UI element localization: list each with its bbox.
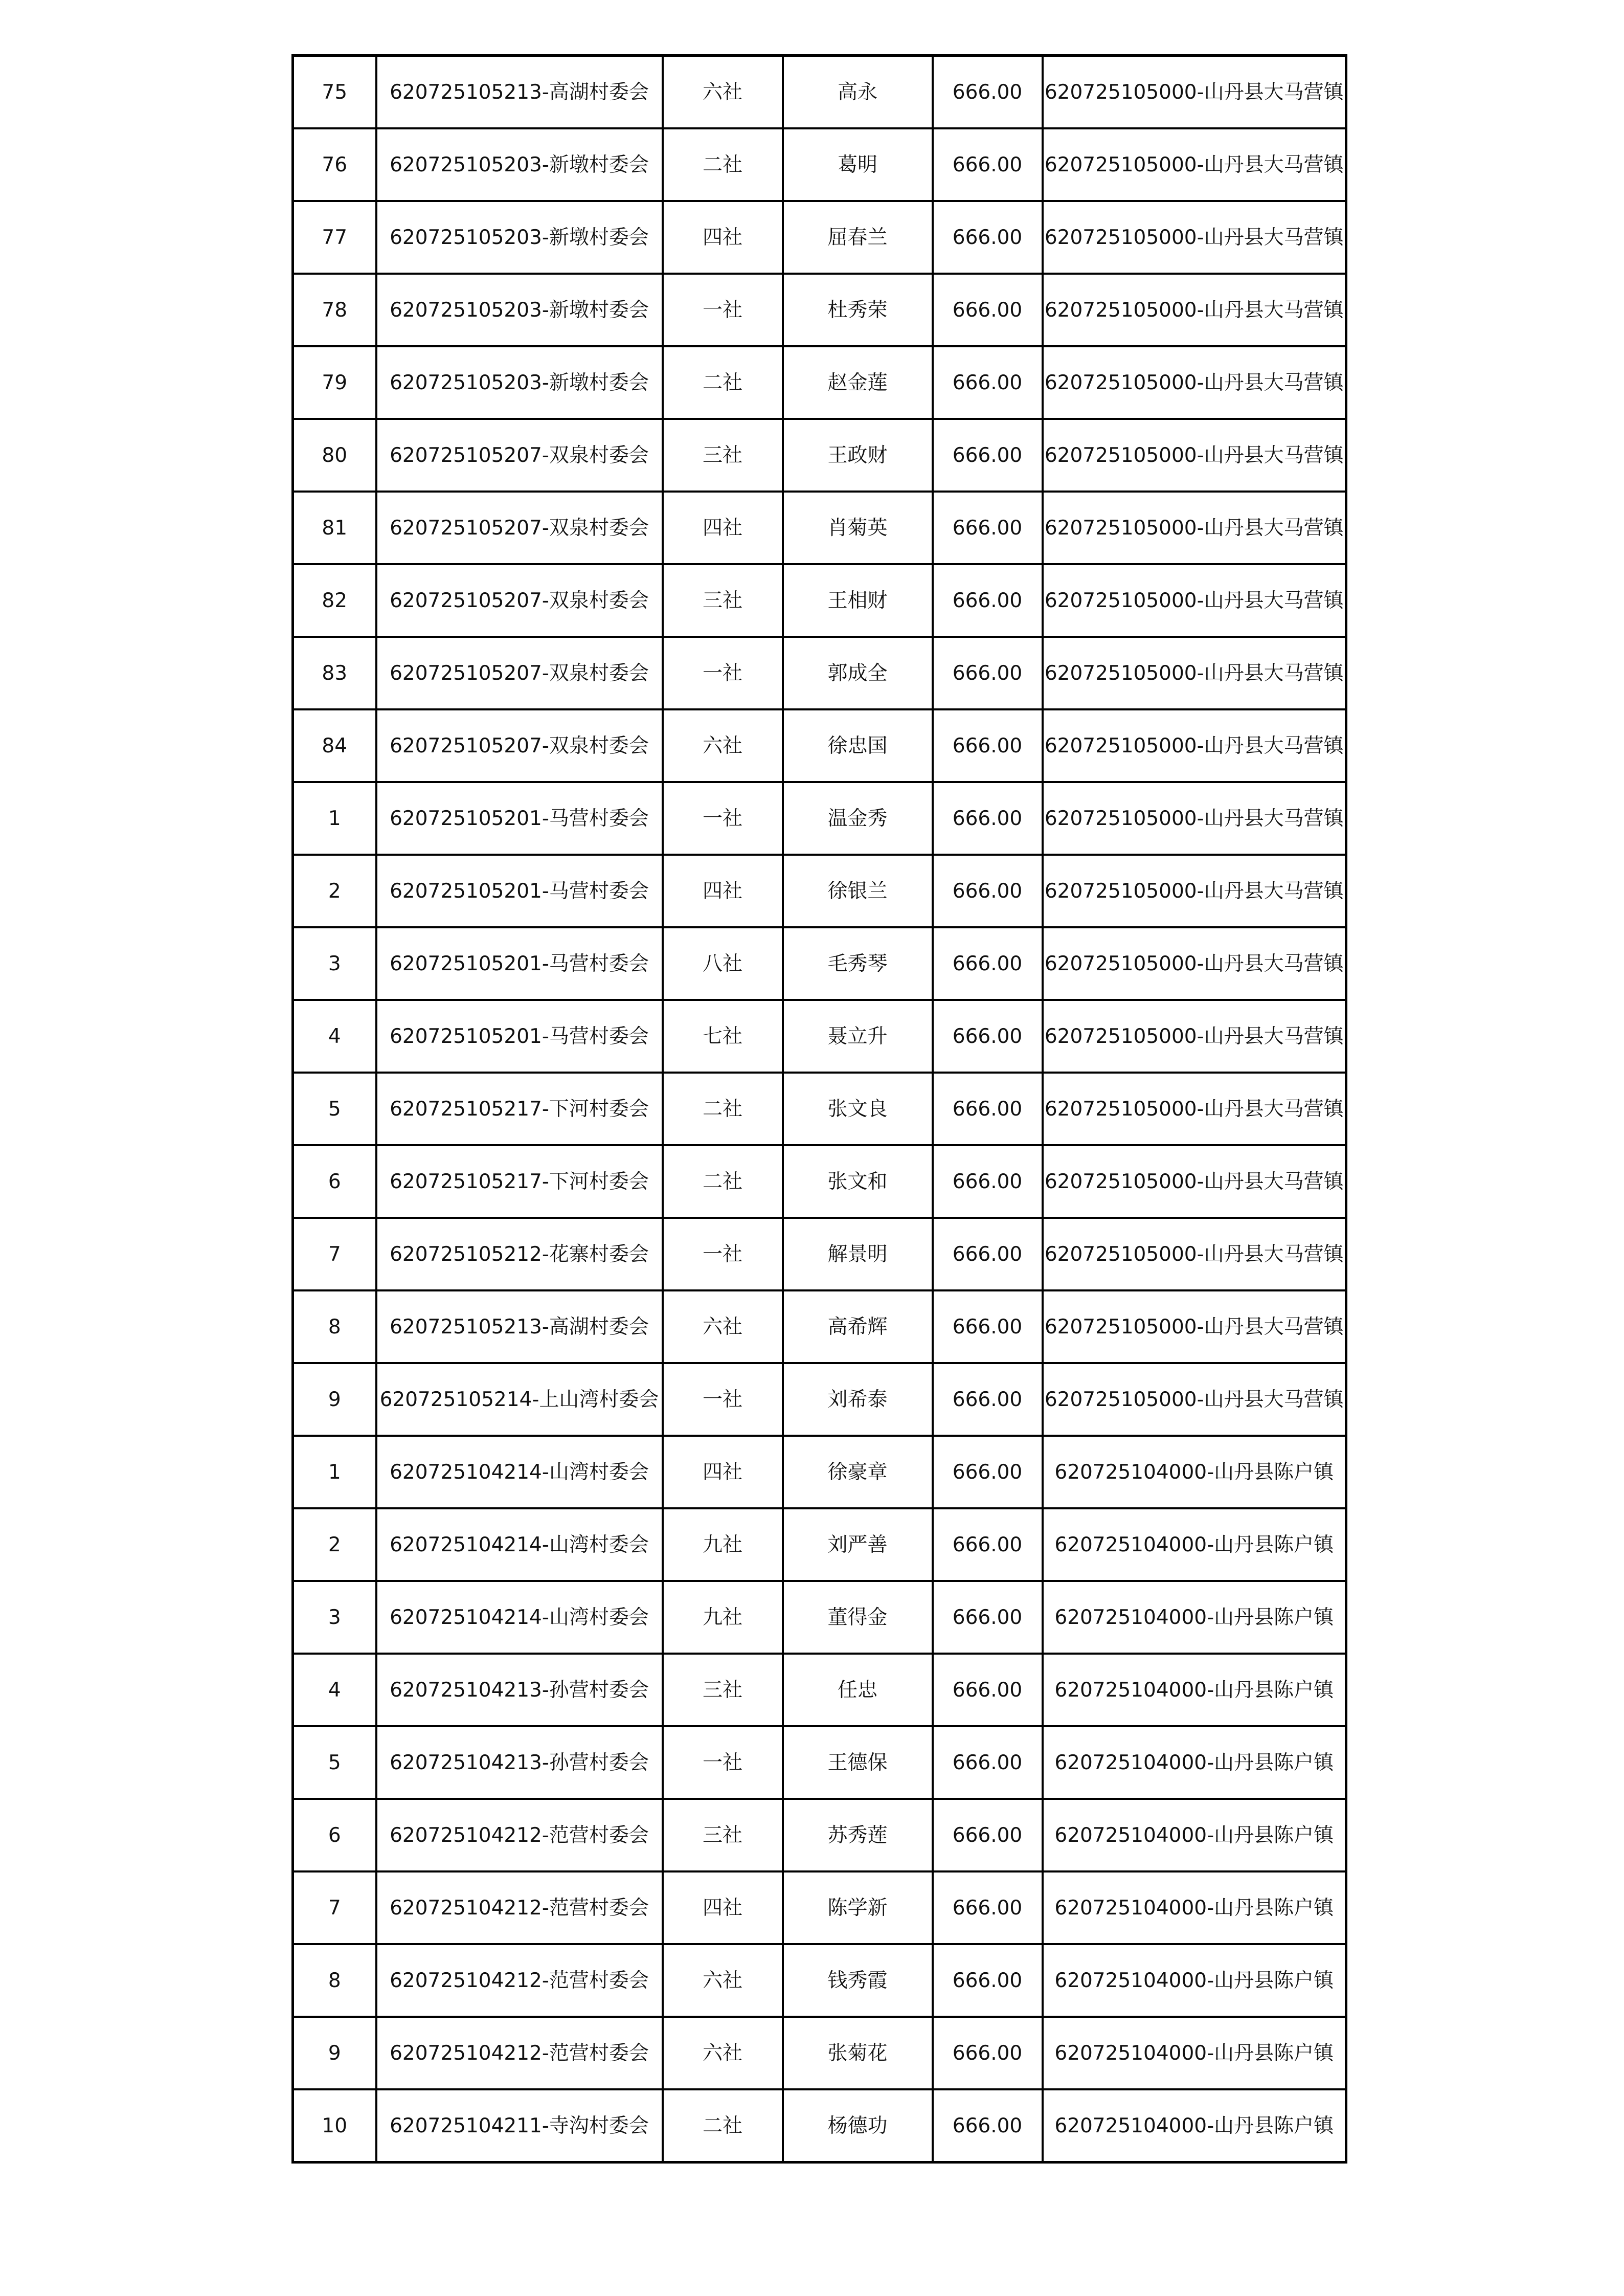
cell-amount: 666.00: [933, 1871, 1043, 1944]
table-row: [293, 2089, 1346, 2163]
table-row: [293, 2017, 1346, 2089]
cell-village-committee: 620725105212-花寨村委会: [376, 1218, 663, 1290]
cell-amount: 666.00: [933, 1000, 1043, 1073]
cell-person-name: 徐忠国: [783, 709, 933, 782]
cell-amount: 666.00: [933, 564, 1043, 637]
table-row: [293, 1436, 1346, 1508]
cell-amount: 666.00: [933, 1290, 1043, 1363]
cell-village-group: 四社: [663, 855, 783, 927]
cell-village-group: 二社: [663, 1145, 783, 1218]
cell-village-committee: 620725104214-山湾村委会: [376, 1581, 663, 1654]
cell-serial-number: 8: [293, 1944, 376, 2017]
table-row: [293, 927, 1346, 1000]
cell-serial-number: 4: [293, 1654, 376, 1726]
cell-serial-number: 78: [293, 274, 376, 346]
cell-village-group: 九社: [663, 1581, 783, 1654]
cell-person-name: 聂立升: [783, 1000, 933, 1073]
cell-village-committee: 620725104213-孙营村委会: [376, 1726, 663, 1799]
cell-township: 620725104000-山丹县陈户镇: [1043, 1944, 1346, 2017]
cell-amount: 666.00: [933, 274, 1043, 346]
cell-serial-number: 8: [293, 1290, 376, 1363]
cell-person-name: 徐豪章: [783, 1436, 933, 1508]
cell-village-group: 六社: [663, 56, 783, 129]
table-row: [293, 1290, 1346, 1363]
cell-person-name: 任忠: [783, 1654, 933, 1726]
cell-village-committee: 620725104214-山湾村委会: [376, 1508, 663, 1581]
cell-village-group: 二社: [663, 128, 783, 201]
cell-village-committee: 620725105213-高湖村委会: [376, 56, 663, 129]
cell-village-committee: 620725105203-新墩村委会: [376, 274, 663, 346]
table-row: [293, 1218, 1346, 1290]
cell-amount: 666.00: [933, 927, 1043, 1000]
cell-serial-number: 5: [293, 1726, 376, 1799]
cell-village-committee: 620725105207-双泉村委会: [376, 637, 663, 709]
table-row: [293, 1145, 1346, 1218]
cell-village-group: 六社: [663, 1944, 783, 2017]
cell-village-group: 三社: [663, 564, 783, 637]
cell-village-group: 八社: [663, 927, 783, 1000]
cell-person-name: 郭成全: [783, 637, 933, 709]
cell-village-committee: 620725104211-寺沟村委会: [376, 2089, 663, 2163]
cell-person-name: 刘希泰: [783, 1363, 933, 1436]
cell-village-group: 六社: [663, 709, 783, 782]
cell-township: 620725104000-山丹县陈户镇: [1043, 1726, 1346, 1799]
cell-village-committee: 620725105207-双泉村委会: [376, 419, 663, 492]
cell-township: 620725105000-山丹县大马营镇: [1043, 782, 1346, 855]
cell-township: 620725105000-山丹县大马营镇: [1043, 1145, 1346, 1218]
cell-person-name: 徐银兰: [783, 855, 933, 927]
table-row: [293, 274, 1346, 346]
cell-serial-number: 9: [293, 2017, 376, 2089]
cell-township: 620725104000-山丹县陈户镇: [1043, 1436, 1346, 1508]
cell-township: 620725104000-山丹县陈户镇: [1043, 1581, 1346, 1654]
cell-village-group: 二社: [663, 1073, 783, 1145]
cell-serial-number: 1: [293, 782, 376, 855]
table-row: [293, 564, 1346, 637]
table-row: [293, 201, 1346, 274]
cell-village-group: 三社: [663, 1654, 783, 1726]
cell-amount: 666.00: [933, 782, 1043, 855]
cell-village-committee: 620725104212-范营村委会: [376, 2017, 663, 2089]
cell-village-committee: 620725105201-马营村委会: [376, 1000, 663, 1073]
cell-township: 620725104000-山丹县陈户镇: [1043, 1799, 1346, 1871]
cell-person-name: 杜秀荣: [783, 274, 933, 346]
cell-village-group: 一社: [663, 1218, 783, 1290]
cell-person-name: 温金秀: [783, 782, 933, 855]
cell-village-committee: 620725105207-双泉村委会: [376, 564, 663, 637]
cell-township: 620725105000-山丹县大马营镇: [1043, 1290, 1346, 1363]
cell-person-name: 张菊花: [783, 2017, 933, 2089]
cell-serial-number: 83: [293, 637, 376, 709]
table-row: [293, 1726, 1346, 1799]
table-row: [293, 346, 1346, 419]
cell-township: 620725105000-山丹县大马营镇: [1043, 709, 1346, 782]
cell-township: 620725105000-山丹县大马营镇: [1043, 1073, 1346, 1145]
cell-village-group: 三社: [663, 1799, 783, 1871]
cell-person-name: 陈学新: [783, 1871, 933, 1944]
cell-amount: 666.00: [933, 128, 1043, 201]
cell-amount: 666.00: [933, 2017, 1043, 2089]
cell-person-name: 赵金莲: [783, 346, 933, 419]
cell-serial-number: 80: [293, 419, 376, 492]
cell-village-committee: 620725104214-山湾村委会: [376, 1436, 663, 1508]
cell-township: 620725105000-山丹县大马营镇: [1043, 274, 1346, 346]
cell-serial-number: 81: [293, 492, 376, 564]
cell-serial-number: 3: [293, 927, 376, 1000]
cell-serial-number: 1: [293, 1436, 376, 1508]
table-row: [293, 1871, 1346, 1944]
cell-person-name: 葛明: [783, 128, 933, 201]
cell-village-committee: 620725105217-下河村委会: [376, 1145, 663, 1218]
cell-village-committee: 620725105201-马营村委会: [376, 855, 663, 927]
cell-township: 620725105000-山丹县大马营镇: [1043, 1363, 1346, 1436]
cell-serial-number: 5: [293, 1073, 376, 1145]
cell-township: 620725105000-山丹县大马营镇: [1043, 128, 1346, 201]
cell-township: 620725105000-山丹县大马营镇: [1043, 855, 1346, 927]
cell-person-name: 毛秀琴: [783, 927, 933, 1000]
cell-village-group: 七社: [663, 1000, 783, 1073]
cell-person-name: 刘严善: [783, 1508, 933, 1581]
cell-amount: 666.00: [933, 1145, 1043, 1218]
cell-person-name: 张文良: [783, 1073, 933, 1145]
cell-village-group: 四社: [663, 201, 783, 274]
cell-person-name: 王德保: [783, 1726, 933, 1799]
cell-village-group: 三社: [663, 419, 783, 492]
cell-serial-number: 10: [293, 2089, 376, 2163]
cell-serial-number: 75: [293, 56, 376, 129]
cell-township: 620725104000-山丹县陈户镇: [1043, 1508, 1346, 1581]
cell-village-group: 四社: [663, 492, 783, 564]
cell-amount: 666.00: [933, 1654, 1043, 1726]
cell-township: 620725105000-山丹县大马营镇: [1043, 492, 1346, 564]
cell-amount: 666.00: [933, 2089, 1043, 2163]
cell-person-name: 董得金: [783, 1581, 933, 1654]
table-row: [293, 782, 1346, 855]
table-row: [293, 128, 1346, 201]
cell-serial-number: 84: [293, 709, 376, 782]
table-row: [293, 1799, 1346, 1871]
table-row: [293, 1073, 1346, 1145]
cell-village-committee: 620725104212-范营村委会: [376, 1944, 663, 2017]
cell-village-committee: 620725105203-新墩村委会: [376, 346, 663, 419]
cell-amount: 666.00: [933, 492, 1043, 564]
table-row: [293, 1654, 1346, 1726]
cell-village-group: 六社: [663, 2017, 783, 2089]
cell-amount: 666.00: [933, 1799, 1043, 1871]
table-row: [293, 1944, 1346, 2017]
cell-serial-number: 79: [293, 346, 376, 419]
cell-village-group: 一社: [663, 637, 783, 709]
cell-township: 620725104000-山丹县陈户镇: [1043, 2017, 1346, 2089]
cell-village-committee: 620725105201-马营村委会: [376, 927, 663, 1000]
cell-village-group: 一社: [663, 782, 783, 855]
payment-table: [291, 54, 1347, 2164]
table-row: [293, 1581, 1346, 1654]
cell-amount: 666.00: [933, 1944, 1043, 2017]
cell-amount: 666.00: [933, 1073, 1043, 1145]
cell-village-group: 二社: [663, 346, 783, 419]
cell-township: 620725104000-山丹县陈户镇: [1043, 1654, 1346, 1726]
cell-amount: 666.00: [933, 201, 1043, 274]
cell-township: 620725104000-山丹县陈户镇: [1043, 2089, 1346, 2163]
cell-person-name: 杨德功: [783, 2089, 933, 2163]
cell-township: 620725105000-山丹县大马营镇: [1043, 201, 1346, 274]
cell-serial-number: 9: [293, 1363, 376, 1436]
cell-serial-number: 76: [293, 128, 376, 201]
cell-village-group: 一社: [663, 274, 783, 346]
cell-serial-number: 2: [293, 855, 376, 927]
cell-village-committee: 620725104213-孙营村委会: [376, 1654, 663, 1726]
cell-amount: 666.00: [933, 346, 1043, 419]
cell-village-committee: 620725105203-新墩村委会: [376, 201, 663, 274]
cell-amount: 666.00: [933, 419, 1043, 492]
cell-village-group: 九社: [663, 1508, 783, 1581]
cell-person-name: 高希辉: [783, 1290, 933, 1363]
cell-amount: 666.00: [933, 709, 1043, 782]
cell-township: 620725104000-山丹县陈户镇: [1043, 1871, 1346, 1944]
cell-person-name: 高永: [783, 56, 933, 129]
cell-amount: 666.00: [933, 1726, 1043, 1799]
cell-village-committee: 620725105214-上山湾村委会: [376, 1363, 663, 1436]
cell-amount: 666.00: [933, 56, 1043, 129]
cell-village-group: 二社: [663, 2089, 783, 2163]
cell-township: 620725105000-山丹县大马营镇: [1043, 1000, 1346, 1073]
cell-person-name: 解景明: [783, 1218, 933, 1290]
cell-person-name: 肖菊英: [783, 492, 933, 564]
cell-amount: 666.00: [933, 1363, 1043, 1436]
cell-village-committee: 620725105201-马营村委会: [376, 782, 663, 855]
cell-village-committee: 620725105207-双泉村委会: [376, 492, 663, 564]
cell-village-group: 六社: [663, 1290, 783, 1363]
table-body: [293, 56, 1346, 2163]
cell-person-name: 苏秀莲: [783, 1799, 933, 1871]
table-row: [293, 492, 1346, 564]
table-row: [293, 1000, 1346, 1073]
cell-serial-number: 2: [293, 1508, 376, 1581]
cell-township: 620725105000-山丹县大马营镇: [1043, 637, 1346, 709]
table-row: [293, 855, 1346, 927]
cell-person-name: 王政财: [783, 419, 933, 492]
cell-village-committee: 620725105203-新墩村委会: [376, 128, 663, 201]
cell-person-name: 张文和: [783, 1145, 933, 1218]
cell-village-group: 四社: [663, 1436, 783, 1508]
cell-village-committee: 620725104212-范营村委会: [376, 1799, 663, 1871]
cell-village-committee: 620725105207-双泉村委会: [376, 709, 663, 782]
cell-village-group: 四社: [663, 1871, 783, 1944]
cell-serial-number: 6: [293, 1145, 376, 1218]
cell-serial-number: 7: [293, 1218, 376, 1290]
cell-serial-number: 6: [293, 1799, 376, 1871]
cell-amount: 666.00: [933, 1508, 1043, 1581]
cell-serial-number: 4: [293, 1000, 376, 1073]
cell-person-name: 王相财: [783, 564, 933, 637]
table-row: [293, 1508, 1346, 1581]
table-row: [293, 1363, 1346, 1436]
cell-township: 620725105000-山丹县大马营镇: [1043, 927, 1346, 1000]
table-row: [293, 56, 1346, 129]
cell-amount: 666.00: [933, 1218, 1043, 1290]
cell-township: 620725105000-山丹县大马营镇: [1043, 346, 1346, 419]
cell-serial-number: 82: [293, 564, 376, 637]
table-row: [293, 637, 1346, 709]
cell-person-name: 钱秀霞: [783, 1944, 933, 2017]
cell-serial-number: 7: [293, 1871, 376, 1944]
cell-township: 620725105000-山丹县大马营镇: [1043, 56, 1346, 129]
cell-township: 620725105000-山丹县大马营镇: [1043, 564, 1346, 637]
table-row: [293, 419, 1346, 492]
cell-serial-number: 3: [293, 1581, 376, 1654]
cell-township: 620725105000-山丹县大马营镇: [1043, 419, 1346, 492]
cell-township: 620725105000-山丹县大马营镇: [1043, 1218, 1346, 1290]
cell-village-group: 一社: [663, 1726, 783, 1799]
cell-village-committee: 620725104212-范营村委会: [376, 1871, 663, 1944]
cell-serial-number: 77: [293, 201, 376, 274]
cell-amount: 666.00: [933, 637, 1043, 709]
cell-amount: 666.00: [933, 1436, 1043, 1508]
cell-village-group: 一社: [663, 1363, 783, 1436]
cell-village-committee: 620725105217-下河村委会: [376, 1073, 663, 1145]
cell-amount: 666.00: [933, 1581, 1043, 1654]
cell-village-committee: 620725105213-高湖村委会: [376, 1290, 663, 1363]
table-row: [293, 709, 1346, 782]
cell-amount: 666.00: [933, 855, 1043, 927]
cell-person-name: 屈春兰: [783, 201, 933, 274]
